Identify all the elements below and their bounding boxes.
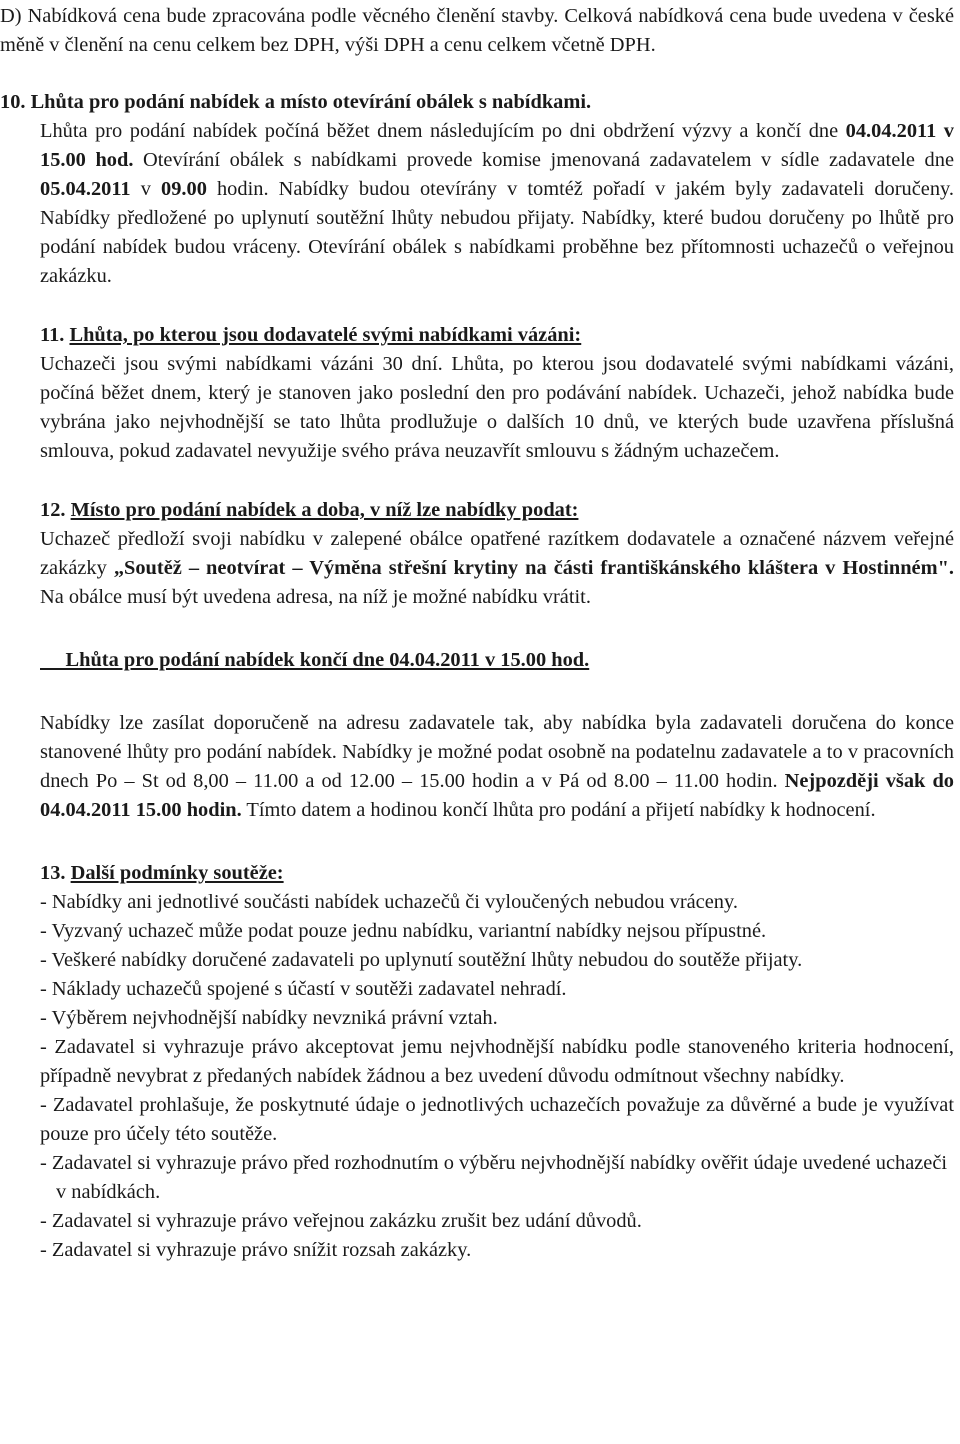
list-item: - Nabídky ani jednotlivé součásti nabídek uchazečů či vyloučených nebudou vráceny. (40, 891, 738, 913)
section-10-text-1: Lhůta pro podání nabídek počíná běžet dnem následujícím po dni obdržení výzvy a končí dne (40, 120, 846, 142)
delivery-text: Nabídky lze zasílat doporučeně na adresu zadavatele tak, aby nabídka byla zadavateli doručena do konce stanovené lhůty pro podání nabídek. Nabídky je možné podat osobně na podatelnu zadavatele a to v pracovních dnech Po – St od 8,00 – 11.00 a od 12.00 – 15.00 hodin a v Pá od 8.00 – 11.00 hodin. (40, 712, 954, 792)
section-13-number: 13. (40, 862, 66, 884)
section-13-title: Další podmínky soutěže: (70, 862, 284, 884)
section-d-paragraph: D) Nabídková cena bude zpracována podle věcného členění stavby. Celková nabídková cena bude uvedena v české měně v členění na cenu celkem bez DPH, výši DPH a cenu celkem včetně DPH. (0, 5, 954, 56)
section-12-text-1: Uchazeč předloží svoji nabídku v zalepené obálce opatřené razítkem dodavatele a označené názvem veřejné zakázky (40, 528, 954, 579)
list-item: - Vyzvaný uchazeč může podat pouze jednu nabídku, variantní nabídky nejsou přípustné. (40, 920, 767, 942)
section-12-text-2: Na obálce musí být uvedena adresa, na níž je možné nabídku vrátit. (40, 586, 591, 608)
section-12-paragraph (40, 525, 954, 612)
section-10-paragraph (40, 117, 954, 291)
section-10-text-2: Otevírání obálek s nabídkami provede komise jmenovaná zadavatelem v sídle zadavatele dne (133, 149, 955, 171)
section-10-text-3: v (130, 178, 162, 200)
section-10-opening-time: 09.00 (161, 178, 207, 200)
list-item: - Zadavatel si vyhrazuje právo snížit rozsah zakázky. (40, 1239, 472, 1261)
submission-deadline-text: Lhůta pro podání nabídek končí dne 04.04.2011 v 15.00 hod. (65, 649, 590, 671)
list-item: - Zadavatel si vyhrazuje právo akceptovat jemu nejvhodnější nabídku podle stanoveného kriteria hodnocení, případně nevybrat z předaných nabídek žádnou a bez uvedení důvodu odmítnout všechny nabídky. (40, 1036, 954, 1087)
list-item: - Výběrem nejvhodnější nabídky nevzniká právní vztah. (40, 1007, 498, 1029)
section-13-heading (40, 859, 954, 888)
list-item: - Zadavatel prohlašuje, že poskytnuté údaje o jednotlivých uchazečích považuje za důvěrné a bude je využívat pouze pro účely této soutěže. (40, 1094, 954, 1145)
section-12-heading (40, 496, 954, 525)
list-item: - Zadavatel si vyhrazuje právo veřejnou zakázku zrušit bez udání důvodů. (40, 1210, 642, 1232)
list-item: - Náklady uchazečů spojené s účastí v soutěži zadavatel nehradí. (40, 978, 567, 1000)
submission-deadline (40, 646, 954, 675)
section-10-text-4: hodin. Nabídky budou otevírány v tomtéž pořadí v jakém byly zadavateli doručeny. Nabídky předložené po uplynutí soutěžní lhůty nebudou přijaty. Nabídky, které budou doručeny po lhůtě pro podání nabídek budou vráceny. Otevírání obálek s nabídkami proběhne bez přítomnosti uchazečů o veřejnou zakázku. (40, 178, 954, 287)
section-12-contract-title: „Soutěž – neotvírat – Výměna střešní krytiny na části františkánského kláštera v Hostinném". (113, 557, 954, 579)
section-10-deadline-date: 04.04.2011 v 15.00 hod. (40, 120, 954, 171)
list-item: - Veškeré nabídky doručené zadavateli po uplynutí soutěžní lhůty nebudou do soutěže přijaty. (40, 949, 803, 971)
section-12-number: 12. (40, 499, 66, 521)
list-item: - Zadavatel si vyhrazuje právo před rozhodnutím o výběru nejvhodnější nabídky ověřit údaje uvedené uchazeči v nabídkách. (40, 1152, 948, 1203)
delivery-latest-deadline: Nejpozději však do 04.04.2011 15.00 hodin. (40, 770, 954, 821)
section-10-opening-date: 05.04.2011 (40, 178, 131, 200)
section-11-heading (40, 321, 954, 350)
section-11-paragraph: Uchazeči jsou svými nabídkami vázáni 30 dní. Lhůta, po kterou jsou dodavatelé svými nabídkami vázáni, počíná běžet dnem, který je stanoven jako poslední den pro podávání nabídek. Uchazeči, jehož nabídka bude vybrána jako nejvhodnější se tato lhůta prodlužuje o dalších 10 dnů, ve kterých bude uzavřena příslušná smlouva, pokud zadavatel nevyužije svého práva neuzavřít smlouvu s žádným uchazečem. (40, 353, 954, 462)
section-12-title: Místo pro podání nabídek a doba, v níž lze nabídky podat: (70, 499, 579, 521)
section-11-title: Lhůta, po kterou jsou dodavatelé svými nabídkami vázáni: (69, 324, 582, 346)
section-11-number: 11. (40, 324, 65, 346)
conditions-list (40, 888, 954, 1265)
delivery-text-end: Tímto datem a hodinou končí lhůta pro podání a přijetí nabídky k hodnocení. (241, 799, 876, 821)
section-10-heading: 10. Lhůta pro podání nabídek a místo otevírání obálek s nabídkami. (0, 91, 592, 113)
section-12-delivery-paragraph (40, 709, 954, 825)
